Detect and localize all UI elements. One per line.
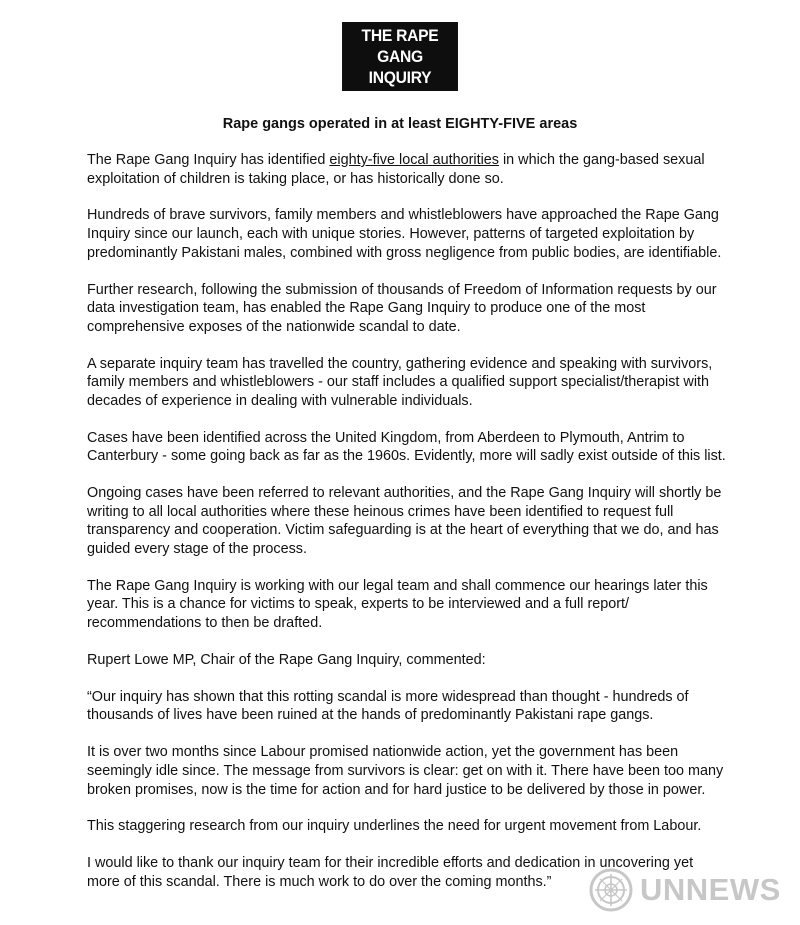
paragraph-1 [87,151,727,188]
article-body [87,151,727,910]
unnews-watermark [588,866,788,914]
paragraph-8: Rupert Lowe MP, Chair of the Rape Gang Inquiry, commented: [87,651,486,668]
paragraph-1-lead: The Rape Gang Inquiry has identified [87,152,330,168]
logo-line-2: INQUIRY [368,68,432,87]
quote-paragraph-2: It is over two months since Labour promised nationwide action, yet the government has been seemingly idle since. The message from survivors is clear: get on with it. There have been too many broken promises, now is the time for action and for hard justice to be delivered by those in power. [87,744,724,798]
quote-paragraph-3: This staggering research from our inquiry underlines the need for urgent movement from Labour. [87,818,702,835]
paragraph-3: Further research, following the submission of thousands of Freedom of Information requests by our data investigation team, has enabled the Rape Gang Inquiry to produce one of the most comprehensive exposes of the nationwide scandal to date. [87,281,717,335]
paragraph-5: Cases have been identified across the United Kingdom, from Aberdeen to Plymouth, Antrim to Canterbury - some going back as far as the 1960s. Evidently, more will sadly exist outside of this list. [87,429,726,465]
quote-paragraph-1: “Our inquiry has shown that this rotting scandal is more widespread than thought - hundreds of thousands of lives have been ruined at the hands of predominantly Pakistani rape gangs. [87,688,689,724]
paragraph-1-rest: in which the gang-based sexual exploitation of children is taking place, or has historically done so. [87,152,705,187]
watermark-text: UNNEWS [640,872,781,907]
inquiry-logo [342,22,458,91]
un-emblem-icon [588,867,634,913]
paragraph-4: A separate inquiry team has travelled the country, gathering evidence and speaking with survivors, family members and whistleblowers - our staff includes a qualified support specialist/therapist with decades of experience in dealing with vulnerable individuals. [87,355,713,409]
paragraph-6: Ongoing cases have been referred to relevant authorities, and the Rape Gang Inquiry will shortly be writing to all local authorities where these heinous crimes have been identified to request full transparency and cooperation. Victim safeguarding is at the heart of everything that we do, and has guided every stage of the process. [87,485,722,557]
paragraph-7: The Rape Gang Inquiry is working with our legal team and shall commence our hearings later this year. This is a chance for victims to speak, experts to be interviewed and a full report/ recommendations to then be drafted. [87,577,708,632]
paragraph-2: Hundreds of brave survivors, family members and whistleblowers have approached the Rape Gang Inquiry since our launch, each with unique stories. However, patterns of targeted exploitation by predominantly Pakistani males, combined with gross negligence from public bodies, are identifiable. [87,207,722,261]
logo-line-1: THE RAPE GANG [361,26,439,66]
quote-paragraph-4: I would like to thank our inquiry team for their incredible efforts and dedication in uncovering yet more of this scandal. There is much work to do over the coming months.” [87,855,694,890]
headline: Rape gangs operated in at least EIGHTY-FIVE areas [222,116,578,132]
local-authorities-link[interactable]: eighty-five local authorities [329,152,499,168]
